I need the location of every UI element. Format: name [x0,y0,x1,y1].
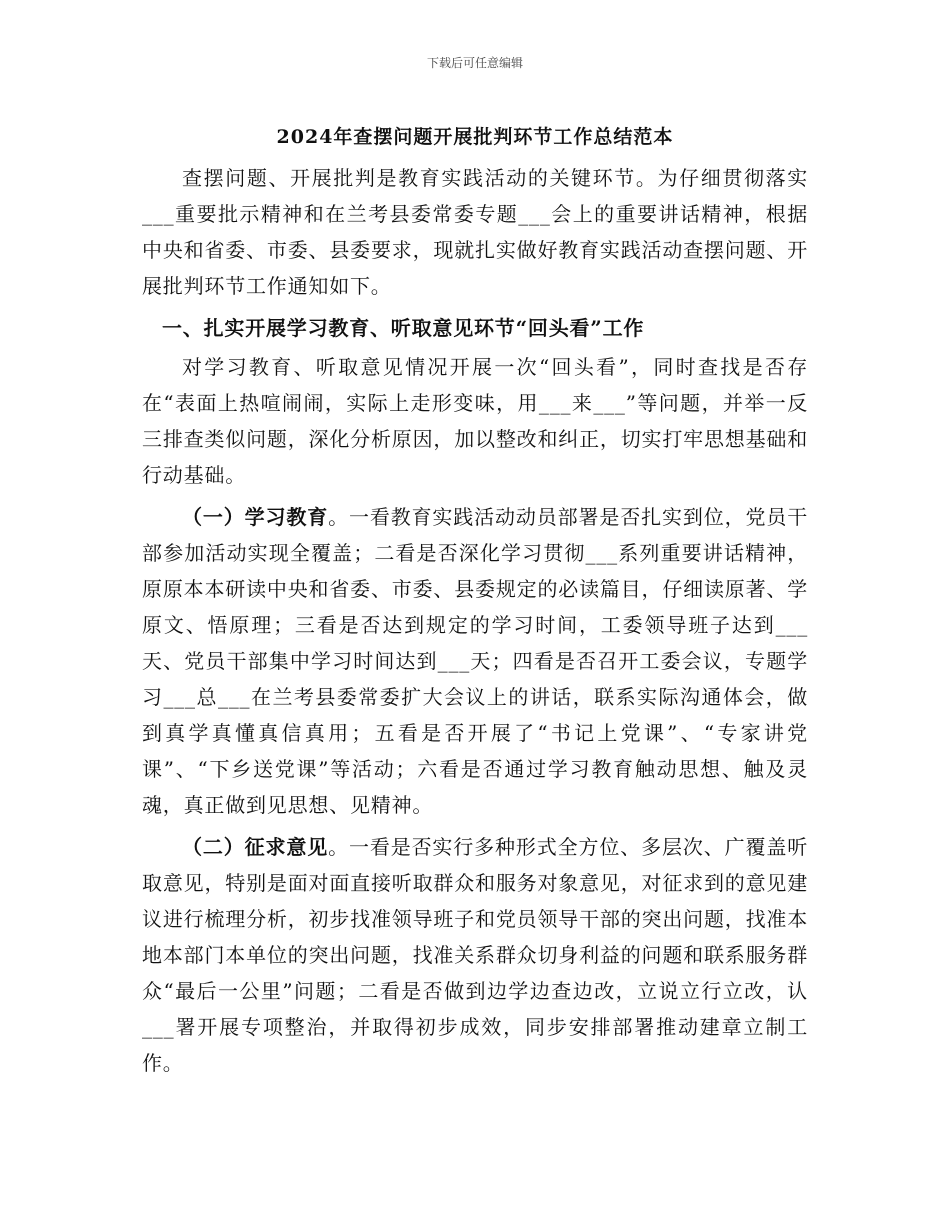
section-1-paragraph: 对学习教育、听取意见情况开展一次“回头看”，同时查找是否存在“表面上热喧闹闹，实际上走形变味，用___来___”等问题，并举一反三排查类似问题，深化分析原因，加以整改和纠正，切实打牢思想基础和行动基础。 [142,355,808,487]
subsection-1-lead: （一）学习教育 [182,505,329,529]
section-1-heading: 一、扎实开展学习教育、听取意见环节“回头看”工作 [162,316,645,340]
subsection-1-body: 。一看教育实践活动动员部署是否扎实到位，党员干部参加活动实现全覆盖；二看是否深化学习贯彻___系列重要讲话精神，原原本本研读中央和省委、市委、县委规定的必读篇目，仔细读原著、学原文、悟原理；三看是否达到规定的学习时间，工委领导班子达到___天、党员干部集中学习时间达到___天；四看是否召开工委会议，专题学习___总___在兰考县委常委扩大会议上的讲话，联系实际沟通体会，做到真学真懂真信真用；五看是否开展了“书记上党课”、“专家讲党课”、“下乡送党课”等活动；六看是否通过学习教育触动思想、触及灵魂，真正做到见思想、见精神。 [142,505,808,817]
subsection-2-paragraph [142,829,808,1081]
header-note: 下载后可任意编辑 [426,56,523,70]
intro-paragraph: 查摆问题、开展批判是教育实践活动的关键环节。为仔细贯彻落实___重要批示精神和在兰考县委常委专题___会上的重要讲话精神，根据中央和省委、市委、县委要求，现就扎实做好教育实践活动查摆问题、开展批判环节工作通知如下。 [142,166,808,298]
document-body [142,160,808,1087]
subsection-1-paragraph [142,499,808,823]
subsection-2-body: 。一看是否实行多种形式全方位、多层次、广覆盖听取意见，特别是面对面直接听取群众和服务对象意见，对征求到的意见建议进行梳理分析，初步找准领导班子和党员领导干部的突出问题，找准本地本部门本单位的突出问题，找准关系群众切身利益的问题和联系服务群众“最后一公里”问题；二看是否做到边学边查边改，立说立行立改，认___署开展专项整治，并取得初步成效，同步安排部署推动建章立制工作。 [142,835,808,1075]
document-title: 2024年查摆问题开展批判环节工作总结范本 [276,126,674,148]
subsection-2-lead: （二）征求意见 [182,835,329,859]
